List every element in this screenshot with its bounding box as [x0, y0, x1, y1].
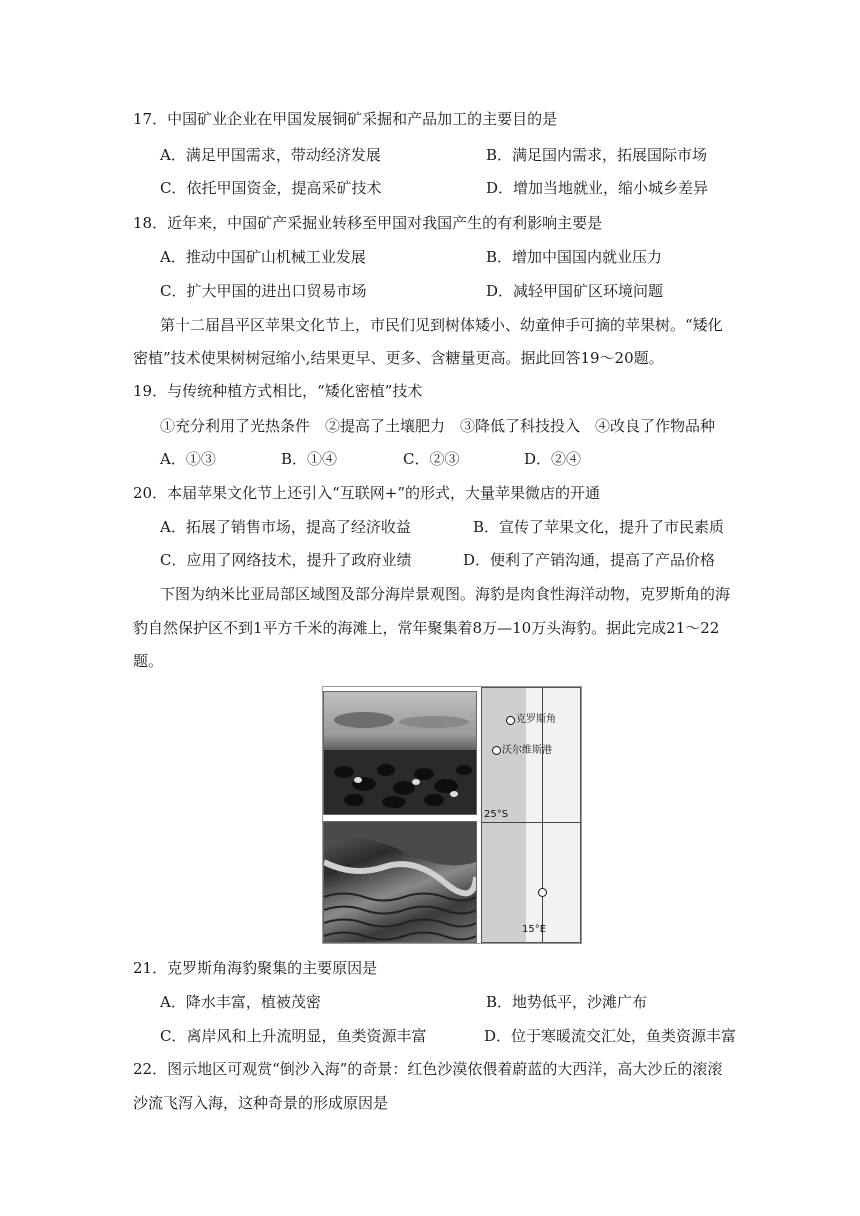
namibia-figure — [322, 686, 582, 944]
option-19d: D．②④ — [524, 450, 582, 468]
option-17d: D．增加当地就业，缩小城乡差异 — [486, 179, 709, 197]
option-21d: D．位于寒暖流交汇处，鱼类资源丰富 — [484, 1027, 737, 1045]
option-19a: A．①③ — [160, 450, 216, 468]
question-22-line-2: 沙流飞泻入海，这种奇景的形成原因是 — [133, 1094, 389, 1112]
dunes-illustration — [324, 822, 476, 942]
question-19-statements: ①充分利用了光热条件 ②提高了土壤肥力 ③降低了科技投入 ④改良了作物品种 — [160, 417, 716, 435]
sand-dunes-photo — [323, 821, 477, 943]
walvis-bay-label: 沃尔维斯港 — [502, 745, 552, 756]
option-20b: B．宣传了苹果文化，提升了市民素质 — [473, 518, 725, 536]
question-21: 21．克罗斯角海豹聚集的主要原因是 — [133, 959, 378, 977]
question-19: 19．与传统种植方式相比，“矮化密植”技术 — [133, 382, 423, 400]
option-21a: A．降水丰富，植被茂密 — [160, 993, 321, 1011]
question-18: 18．近年来，中国矿产采掘业转移至甲国对我国产生的有利影响主要是 — [133, 214, 603, 232]
option-17a: A．满足甲国需求，带动经济发展 — [160, 146, 381, 164]
option-18b: B．增加中国国内就业压力 — [486, 248, 663, 266]
option-19b: B．①④ — [281, 450, 338, 468]
question-20: 20．本届苹果文化节上还引入“互联网+”的形式，大量苹果微店的开通 — [133, 484, 600, 502]
longitude-label: 15°E — [522, 924, 547, 935]
walvis-bay-marker — [492, 746, 501, 755]
passage-1-line-1: 第十二届昌平区苹果文化节上，市民们见到树体矮小、幼童伸手可摘的苹果树。“矮化 — [160, 316, 723, 334]
passage-1-line-2: 密植”技术使果树树冠缩小,结果更早、更多、含糖量更高。据此回答19～20题。 — [133, 349, 664, 367]
option-18c: C．扩大甲国的进出口贸易市场 — [160, 282, 367, 300]
option-19c: C．②③ — [403, 450, 460, 468]
option-18d: D．减轻甲国矿区环境问题 — [486, 282, 664, 300]
option-17c: C．依托甲国资金，提高采矿技术 — [160, 179, 382, 197]
land-area — [526, 688, 581, 943]
seal-colony-illustration — [324, 692, 476, 814]
cape-cross-label: 克罗斯角 — [516, 714, 556, 725]
option-18a: A．推动中国矿山机械工业发展 — [160, 248, 366, 266]
passage-2-line-2: 豹自然保护区不到1平方千米的海滩上，常年聚集着8万—10万头海豹。据此完成21～22 — [133, 619, 720, 637]
passage-2-line-3: 题。 — [133, 652, 164, 670]
option-20a: A．拓展了销售市场，提高了经济收益 — [160, 518, 411, 536]
option-20c: C．应用了网络技术，提升了政府业绩 — [160, 551, 412, 569]
latitude-line — [482, 822, 580, 823]
option-17b: B．满足国内需求，拓展国际市场 — [486, 146, 708, 164]
question-22-line-1: 22．图示地区可观赏“倒沙入海”的奇景：红色沙漠依偎着蔚蓝的大西洋，高大沙丘的滚滚 — [133, 1060, 723, 1078]
cape-cross-marker — [506, 716, 515, 725]
longitude-line — [542, 688, 543, 942]
option-20d: D．便利了产销沟通，提高了产品价格 — [463, 551, 716, 569]
southern-marker — [538, 888, 547, 897]
seal-colony-photo — [323, 691, 477, 815]
question-17: 17．中国矿业企业在甲国发展铜矿采掘和产品加工的主要目的是 — [133, 110, 558, 128]
option-21b: B．地势低平，沙滩广布 — [486, 993, 648, 1011]
option-21c: C．离岸风和上升流明显，鱼类资源丰富 — [160, 1027, 427, 1045]
passage-2-line-1: 下图为纳米比亚局部区域图及部分海岸景观图。海豹是肉食性海洋动物，克罗斯角的海 — [160, 585, 731, 603]
latitude-label: 25°S — [484, 809, 509, 820]
namibia-coast-map — [481, 687, 581, 943]
